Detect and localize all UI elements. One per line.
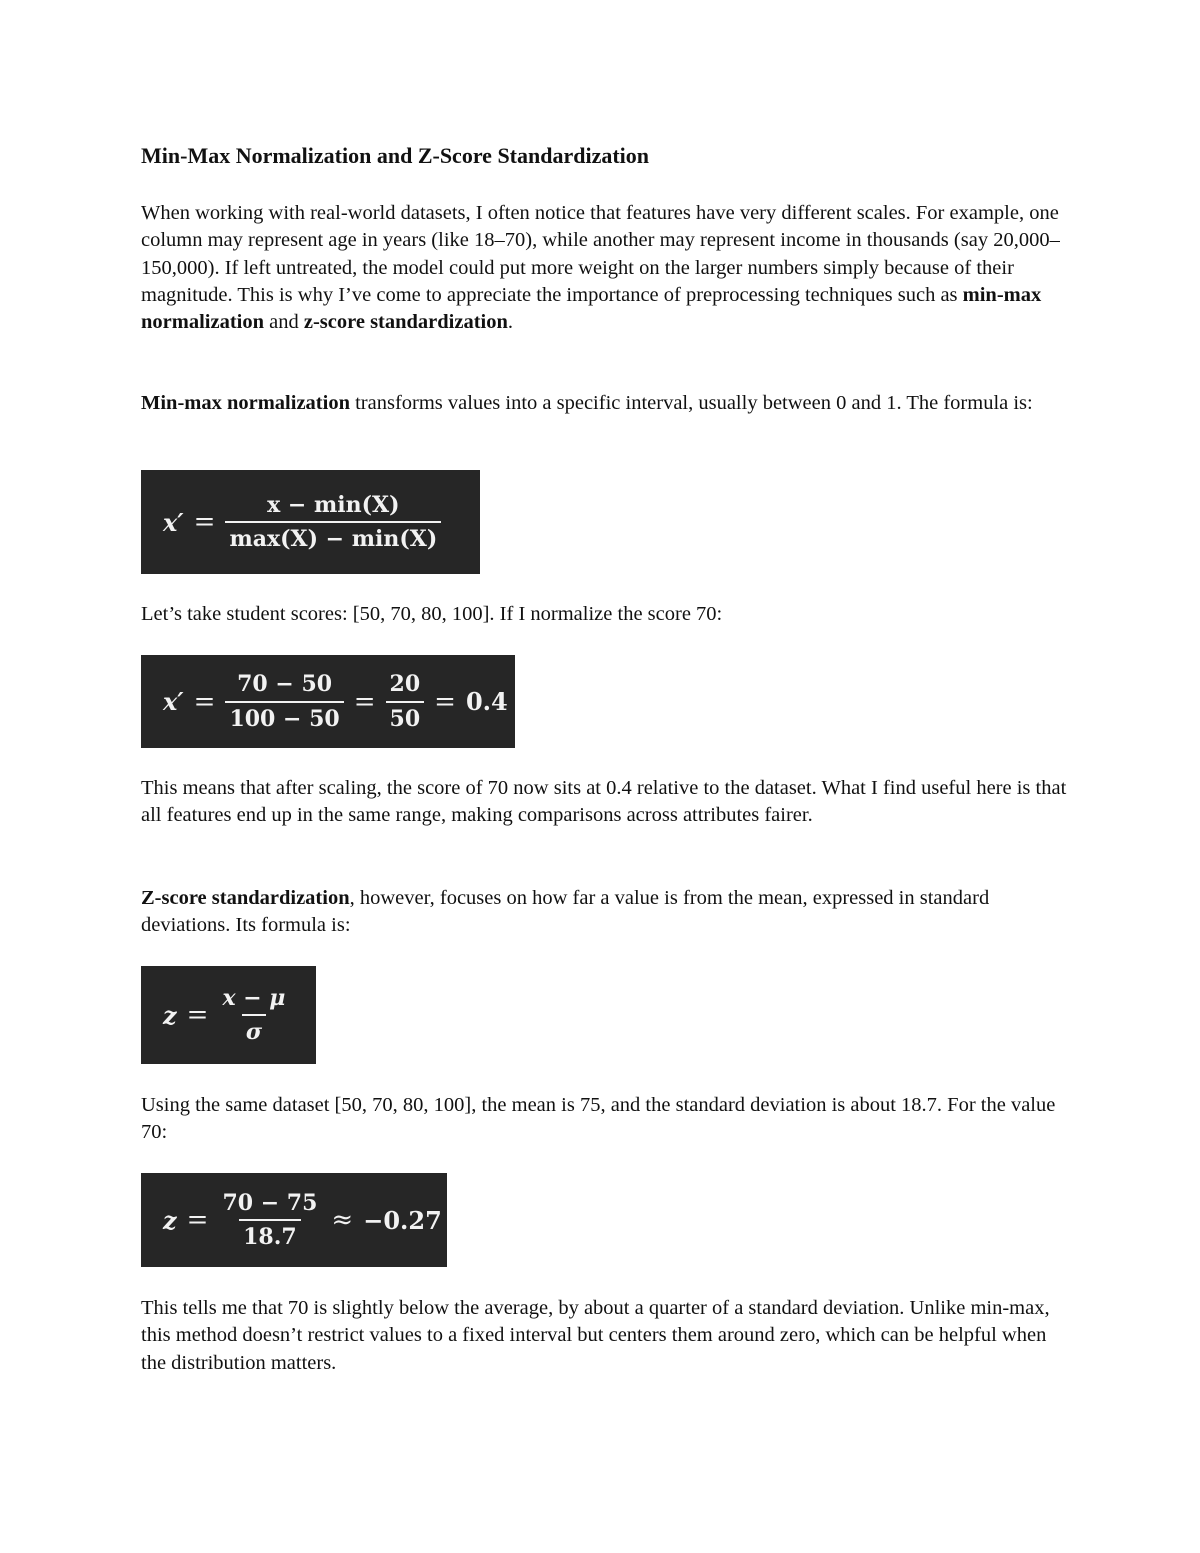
formula4-lhs: z <box>163 1205 177 1235</box>
formula3-fraction <box>218 986 289 1044</box>
formula4-approx: ≈ <box>331 1205 354 1235</box>
formula1-fraction <box>225 493 441 551</box>
formula4-numerator: 70 − 75 <box>222 1189 318 1216</box>
intro-bold-minmax: min-max normalization <box>141 283 1042 334</box>
formula1-equals: = <box>193 507 216 537</box>
intro-paragraph <box>141 200 1071 336</box>
example-paragraph: Let’s take student scores: [50, 70, 80, 100]. If I normalize the score 70: <box>141 603 723 625</box>
zscore-bold-term: Z-score standardization <box>141 887 350 909</box>
formula3-lhs: z <box>163 1000 177 1030</box>
formula2-lhs: x′ <box>163 687 184 716</box>
formula4-equals: = <box>186 1205 209 1235</box>
formula1-denominator: max(X) − min(X) <box>225 521 441 551</box>
formula3-numerator: x − μ <box>222 984 286 1011</box>
document-title: Min-Max Normalization and Z-Score Standardization <box>141 143 650 168</box>
zscore-example-paragraph: Using the same dataset [50, 70, 80, 100], the mean is 75, and the standard deviation is about 18.7. For the value 70: <box>141 1094 1056 1144</box>
formula1-lhs: x′ <box>163 507 184 537</box>
formula2-equals-1: = <box>193 686 216 717</box>
formula3-equals: = <box>186 1000 209 1030</box>
intro-bold-zscore: z-score standardization <box>303 311 508 334</box>
formula2-equals-3: = <box>434 686 456 717</box>
intro-text-3: . <box>507 311 514 334</box>
minmax-formula-image <box>141 470 480 574</box>
minmax-paragraph <box>141 390 1071 417</box>
formula1-numerator: x − min(X) <box>267 491 400 518</box>
zscore-formula-image <box>141 966 316 1064</box>
formula3-denominator: σ <box>242 1014 266 1044</box>
minmax-bold-term: Min-max normalization <box>141 392 350 414</box>
formula4-result: −0.27 <box>363 1205 442 1235</box>
formula2-equals-2: = <box>353 686 376 717</box>
intro-text-2: and <box>264 311 304 334</box>
conclusion-paragraph: This tells me that 70 is slightly below the average, by about a quarter of a standard deviation. Unlike min-max, this method doesn’t restrict values to a fixed interval but centers them around zero, which can be helpful when the distribution matters. <box>141 1297 1050 1374</box>
formula2-numerator-1: 70 − 50 <box>237 671 333 698</box>
zscore-example-formula-image <box>141 1173 447 1267</box>
formula4-denominator: 18.7 <box>239 1219 301 1249</box>
formula2-numerator-2: 20 <box>389 671 421 698</box>
zscore-text: , however, focuses on how far a value is from the mean, expressed in standard deviations. Its formula is: <box>141 887 990 937</box>
zscore-paragraph <box>141 885 1071 940</box>
scaling-explanation-paragraph: This means that after scaling, the score of 70 now sits at 0.4 relative to the dataset. What I find useful here is that all features end up in the same range, making comparisons across attributes fairer. <box>141 777 1067 827</box>
formula2-denominator-1: 100 − 50 <box>225 701 343 731</box>
formula2-result: 0.4 <box>465 687 508 716</box>
formula2-fraction-2 <box>386 672 425 730</box>
formula2-fraction-1 <box>225 672 343 730</box>
formula2-denominator-2: 50 <box>386 701 425 731</box>
intro-text-1: When working with real-world datasets, I often notice that features have very different scales. For example, one column may represent age in years (like 18–70), while another may represent income in thousands (say 20,000–150,000). If left untreated, the model could put more weight on the larger numbers simply because of their magnitude. This is why I’ve come to appreciate the importance of preprocessing techniques such as <box>141 202 1060 306</box>
formula4-fraction <box>218 1191 321 1249</box>
minmax-text: transforms values into a specific interval, usually between 0 and 1. The formula is: <box>349 392 1033 414</box>
minmax-example-formula-image <box>141 655 515 748</box>
